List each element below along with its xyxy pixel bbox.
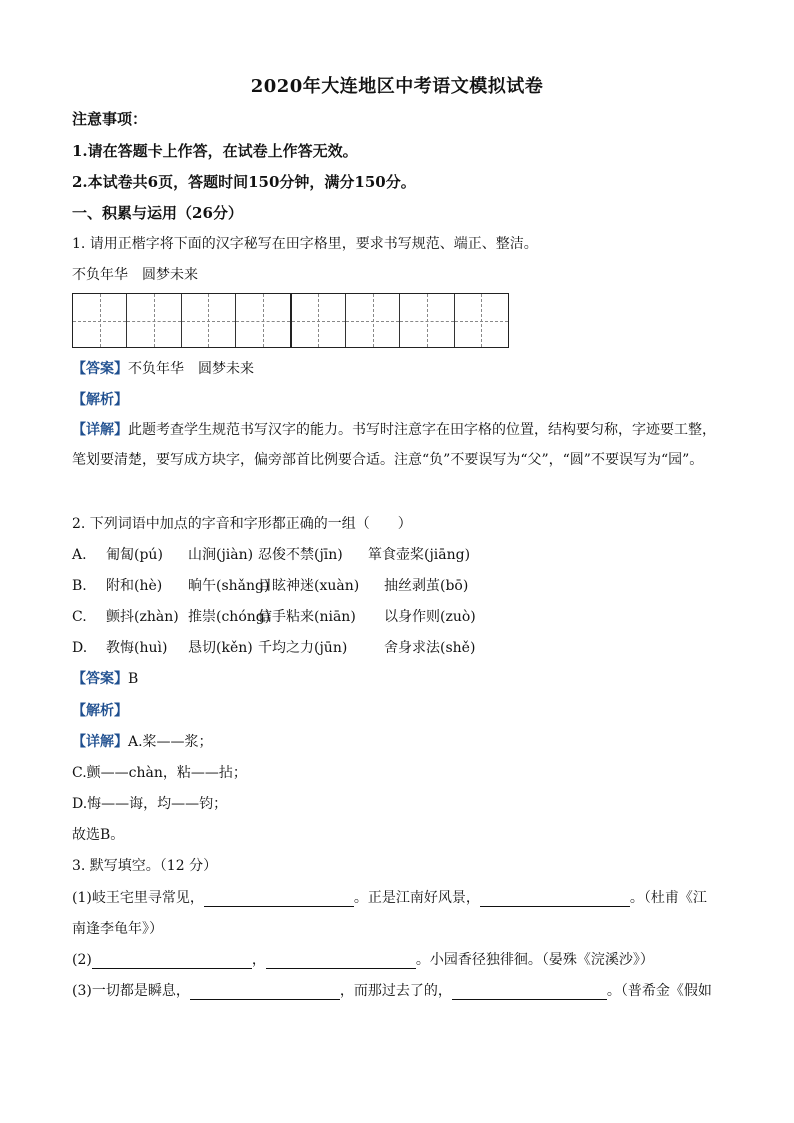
question-2-answer bbox=[72, 670, 138, 688]
answer-text: B bbox=[128, 671, 139, 687]
detail-text: 此题考查学生规范书写汉字的能力。书写时注意字在田字格的位置，结构要匀称，字迹要工整，笔划要清楚，要写成方块字，偏旁部首比例要合适。注意“负”不要误写为“父”，“圆”不要误写为“园”。 bbox=[72, 422, 716, 468]
question-2-detail-a bbox=[72, 733, 213, 751]
grid-cell bbox=[292, 294, 346, 347]
grid-cell bbox=[400, 294, 454, 347]
answer-tag: 【答案】 bbox=[72, 671, 128, 687]
fill-blank[interactable] bbox=[452, 985, 607, 1000]
answer-text: 不负年华 圆梦未来 bbox=[128, 361, 254, 377]
question-1-analysis-tag: 【解析】 bbox=[72, 392, 128, 408]
question-1-phrase: 不负年华 圆梦未来 bbox=[72, 267, 198, 283]
question-1-stem: 1. 请用正楷字将下面的汉字秘写在田字格里，要求书写规范、端正、整洁。 bbox=[72, 236, 538, 252]
fill-blank[interactable] bbox=[266, 954, 416, 969]
notice-item-2: 2.本试卷共6页，答题时间150分钟，满分150分。 bbox=[72, 173, 416, 191]
question-1-detail bbox=[72, 415, 722, 475]
question-2-analysis-tag: 【解析】 bbox=[72, 703, 128, 719]
question-2-conclusion: 故选B。 bbox=[72, 827, 125, 843]
question-2-detail-d: D.悔——诲，均——钧； bbox=[72, 796, 228, 812]
question-3-item-2: (2) ， 。小园香径独徘徊。（晏殊《浣溪沙》） bbox=[72, 952, 654, 968]
page-title: 2020年大连地区中考语文模拟试卷 bbox=[250, 76, 544, 97]
question-3-item-1-cont: 南逢李龟年》） bbox=[72, 921, 163, 937]
fill-blank[interactable] bbox=[480, 892, 630, 907]
question-1-answer bbox=[72, 360, 254, 378]
section-1-heading: 一、积累与运用（26分） bbox=[72, 204, 243, 222]
detail-tag: 【详解】 bbox=[72, 422, 128, 438]
question-3-item-1: (1)岐王宅里寻常见， 。正是江南好风景， 。（杜甫《江 bbox=[72, 890, 707, 906]
question-2-option-c: C. 颤抖(zhàn) 推崇(chóng)信手粘来(niān) 以身作则(zuò) bbox=[72, 609, 476, 625]
detail-text: A.桨——浆； bbox=[128, 734, 213, 750]
question-2-option-a: A. 匍匐(pú) 山涧(jiàn) 忍俊不禁(jīn) 箪食壶桨(jiāng) bbox=[72, 547, 471, 563]
grid-cell bbox=[346, 294, 400, 347]
grid-cell bbox=[127, 294, 181, 347]
grid-cell bbox=[182, 294, 236, 347]
tianzige-grid bbox=[72, 293, 509, 348]
notice-heading: 注意事项： bbox=[72, 110, 148, 128]
grid-cell bbox=[236, 294, 291, 347]
grid-cell bbox=[73, 294, 127, 347]
question-2-stem: 2. 下列词语中加点的字音和字形都正确的一组（ ） bbox=[72, 516, 412, 532]
question-3-item-3: (3)一切都是瞬息， ，而那过去了的， 。（普希金《假如 bbox=[72, 983, 712, 999]
notice-item-1: 1.请在答题卡上作答，在试卷上作答无效。 bbox=[72, 142, 358, 160]
question-2-detail-c: C.颤——chàn，粘——拈； bbox=[72, 765, 247, 781]
fill-blank[interactable] bbox=[204, 892, 354, 907]
detail-tag: 【详解】 bbox=[72, 734, 128, 750]
answer-tag: 【答案】 bbox=[72, 361, 128, 377]
question-3-stem: 3. 默写填空。（12 分） bbox=[72, 858, 218, 874]
grid-cell bbox=[455, 294, 508, 347]
fill-blank[interactable] bbox=[190, 985, 340, 1000]
question-2-option-d: D. 教悔(huì) 恳切(kěn) 千均之力(jūn) 舍身求法(shě) bbox=[72, 640, 476, 656]
fill-blank[interactable] bbox=[92, 954, 252, 969]
question-2-option-b: B. 附和(hè) 晌午(shǎng)目眩神迷(xuàn) 抽丝剥茧(bō) bbox=[72, 578, 469, 594]
